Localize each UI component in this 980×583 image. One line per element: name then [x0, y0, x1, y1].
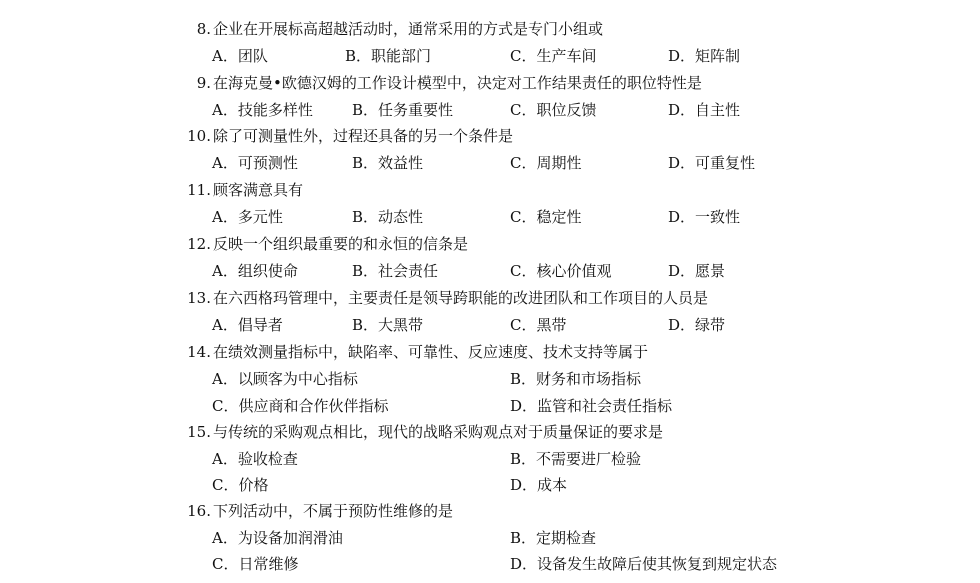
option-a: A．技能多样性: [212, 101, 313, 119]
question-14: [177, 341, 648, 362]
option-d: D．设备发生故障后使其恢复到规定状态: [510, 555, 778, 573]
question-stem: 企业在开展标高超越活动时，通常采用的方式是专门小组或: [213, 20, 604, 38]
question-number: 9.: [196, 74, 211, 92]
option-b: B．大黑带: [352, 316, 424, 334]
option-b: B．定期检查: [510, 529, 597, 547]
question-stem: 在海克曼•欧德汉姆的工作设计模型中，决定对工作结果责任的职位特性是: [213, 74, 702, 92]
option-d: D．矩阵制: [668, 47, 741, 65]
question-11: [177, 179, 303, 200]
question-number: 16.: [187, 502, 211, 520]
option-d: D．一致性: [668, 208, 741, 226]
option-d: D．可重复性: [668, 154, 756, 172]
question-number: 12.: [187, 235, 211, 253]
option-b: B．不需要进厂检验: [510, 450, 642, 468]
question-stem: 除了可测量性外，过程还具备的另一个条件是: [213, 127, 514, 145]
question-9: [177, 72, 702, 93]
option-c: C．日常维修: [212, 555, 299, 573]
question-number: 15.: [187, 423, 211, 441]
question-13: [177, 287, 708, 308]
option-d: D．愿景: [668, 262, 726, 280]
question-12: [177, 233, 468, 254]
question-8: [177, 18, 603, 39]
question-number: 11.: [187, 181, 211, 199]
option-b: B．社会责任: [352, 262, 439, 280]
option-d: D．成本: [510, 476, 568, 494]
option-c: C．周期性: [510, 154, 582, 172]
option-d: D．绿带: [668, 316, 726, 334]
option-b: B．效益性: [352, 154, 424, 172]
option-a: A．团队: [212, 47, 268, 65]
question-number: 10.: [187, 127, 211, 145]
question-16: [177, 500, 453, 521]
option-c: C．价格: [212, 476, 269, 494]
option-d: D．自主性: [668, 101, 741, 119]
question-number: 14.: [187, 343, 211, 361]
option-a: A．可预测性: [212, 154, 298, 172]
option-c: C．职位反馈: [510, 101, 597, 119]
option-c: C．供应商和合作伙伴指标: [212, 397, 389, 415]
option-a: A．多元性: [212, 208, 283, 226]
question-stem: 下列活动中，不属于预防性维修的是: [213, 502, 454, 520]
option-a: A．倡导者: [212, 316, 283, 334]
option-a: A．验收检查: [212, 450, 298, 468]
option-d: D．监管和社会责任指标: [510, 397, 673, 415]
option-a: A．以顾客为中心指标: [212, 370, 358, 388]
question-10: [177, 125, 513, 146]
option-b: B．财务和市场指标: [510, 370, 642, 388]
question-15: [177, 421, 663, 442]
option-c: C．核心价值观: [510, 262, 612, 280]
option-a: A．为设备加润滑油: [212, 529, 343, 547]
question-number: 13.: [187, 289, 211, 307]
question-stem: 与传统的采购观点相比，现代的战略采购观点对于质量保证的要求是: [213, 423, 664, 441]
question-stem: 顾客满意具有: [213, 181, 304, 199]
question-stem: 在绩效测量指标中，缺陷率、可靠性、反应速度、技术支持等属于: [213, 343, 649, 361]
option-c: C．生产车间: [510, 47, 597, 65]
question-stem: 反映一个组织最重要的和永恒的信条是: [213, 235, 469, 253]
question-number: 8.: [196, 20, 211, 38]
option-b: B．动态性: [352, 208, 424, 226]
option-a: A．组织使命: [212, 262, 298, 280]
question-stem: 在六西格玛管理中，主要责任是领导跨职能的改进团队和工作项目的人员是: [213, 289, 709, 307]
option-b: B．职能部门: [345, 47, 432, 65]
option-c: C．稳定性: [510, 208, 582, 226]
option-b: B．任务重要性: [352, 101, 454, 119]
option-c: C．黑带: [510, 316, 567, 334]
